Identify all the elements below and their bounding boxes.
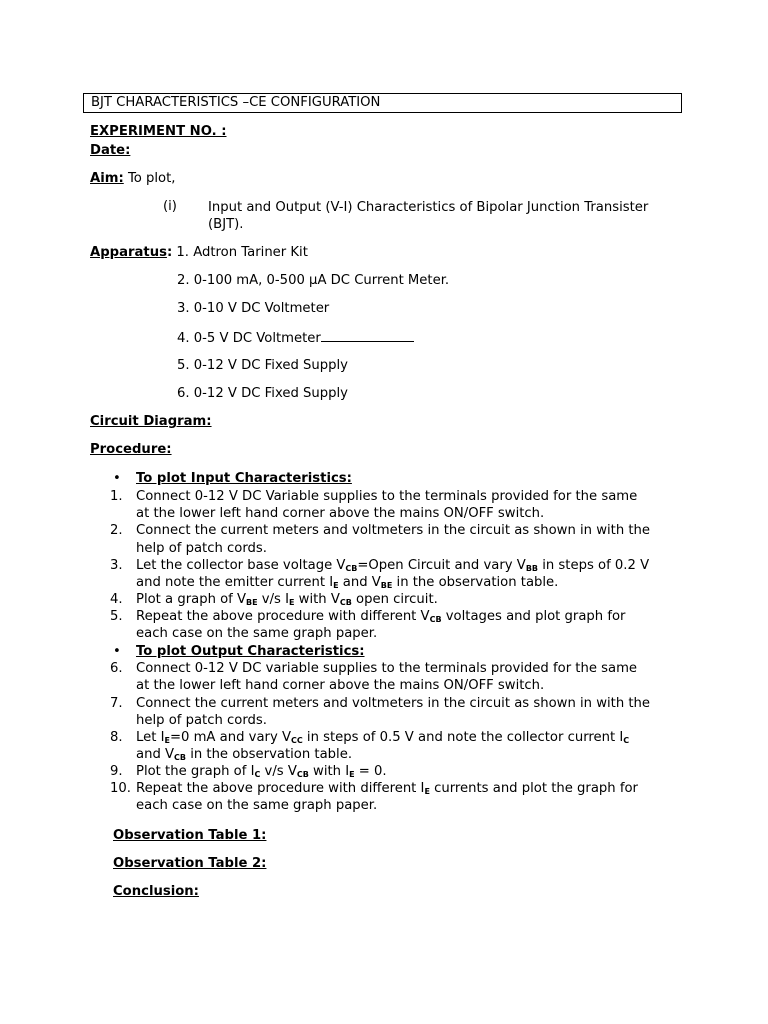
step-number: 2. [110,523,123,538]
step-text: Plot the graph of $I_C$ v/s $V_{CB}$ with $I_E = 0$. [136,764,387,779]
title-box [83,93,682,113]
bullet-icon: • [113,644,121,659]
apparatus-item: 5. 0-12 V DC Fixed Supply [177,358,348,373]
step-number: 1. [110,489,123,504]
aim-label: Aim: [90,171,124,186]
step-number: 4. [110,592,123,607]
input-heading: To plot Input Characteristics: [136,471,352,486]
step-number: 3. [110,558,123,573]
aim-line [90,171,175,186]
output-heading: To plot Output Characteristics: [136,644,365,659]
apparatus-colon: : [166,245,173,260]
step-number: 7. [110,696,123,711]
step-number: 5. [110,609,123,624]
step-number: 6. [110,661,123,676]
step-text: at the lower left hand corner above the mains ON/OFF switch. [136,678,545,693]
circuit-diagram-label: Circuit Diagram: [90,414,212,429]
observation-table-1-label: Observation Table 1: [113,828,267,843]
apparatus-item: 2. 0-100 mA, 0-500 µA DC Current Meter. [177,273,450,288]
apparatus-item: 6. 0-12 V DC Fixed Supply [177,386,348,401]
step-text: and note the emitter current $I_E$ and $V_{BE}$ in the observation table. [136,575,559,590]
conclusion-label: Conclusion: [113,884,199,899]
apparatus-item: 3. 0-10 V DC Voltmeter [177,301,330,316]
step-text: Let the collector base voltage $V_{CB}=Open$ Circuit and vary $V_{BB}$ in steps of 0.2 V [136,558,650,573]
step-text: Repeat the above procedure with different $I_E$ currents and plot the graph for [136,781,638,796]
step-text: each case on the same graph paper. [136,626,378,641]
apparatus-item: 4. 0-5 V DC Voltmeter [177,331,321,346]
date-label: Date: [90,143,131,158]
step-number: 8. [110,730,123,745]
aim-item-marker: (i) [163,199,177,214]
step-text: Connect 0-12 V DC Variable supplies to the terminals provided for the same [136,489,638,504]
apparatus-label: Apparatus [90,245,167,260]
step-number: 9. [110,764,123,779]
step-text: Connect 0-12 V DC variable supplies to the terminals provided for the same [136,661,638,676]
step-text: help of patch cords. [136,541,267,556]
apparatus-item: 1. Adtron Tariner Kit [176,245,308,260]
apparatus-item-4 [177,329,414,346]
step-text: Let $I_E=0$ mA and vary $V_{CC}$ in steps of 0.5 V and note the collector current $I_C$ [136,730,630,745]
step-text: Plot a graph of $V_{BE}$ v/s $I_E$ with $V_{CB}$ open circuit. [136,592,438,607]
step-text: at the lower left hand corner above the mains ON/OFF switch. [136,506,545,521]
aim-item-text: Input and Output (V-I) Characteristics of Bipolar Junction Transister (BJT). [208,200,649,232]
step-text: each case on the same graph paper. [136,798,378,813]
observation-table-2-label: Observation Table 2: [113,856,267,871]
step-text: Connect the current meters and voltmeters in the circuit as shown in with the [136,523,651,538]
blank-line [321,329,414,342]
bullet-icon: • [113,471,121,486]
step-text: help of patch cords. [136,713,267,728]
step-text: and $V_{CB}$ in the observation table. [136,747,353,762]
apparatus-line [90,245,308,260]
experiment-label: EXPERIMENT NO. : [90,124,227,139]
document-title: BJT CHARACTERISTICS –CE CONFIGURATION [91,95,381,110]
step-number: 10. [110,781,131,796]
procedure-label: Procedure: [90,442,172,457]
step-text: Connect the current meters and voltmeters in the circuit as shown in with the [136,696,651,711]
step-text: Repeat the above procedure with different $V_{CB}$ voltages and plot graph for [136,609,626,624]
aim-text: To plot, [123,171,176,186]
